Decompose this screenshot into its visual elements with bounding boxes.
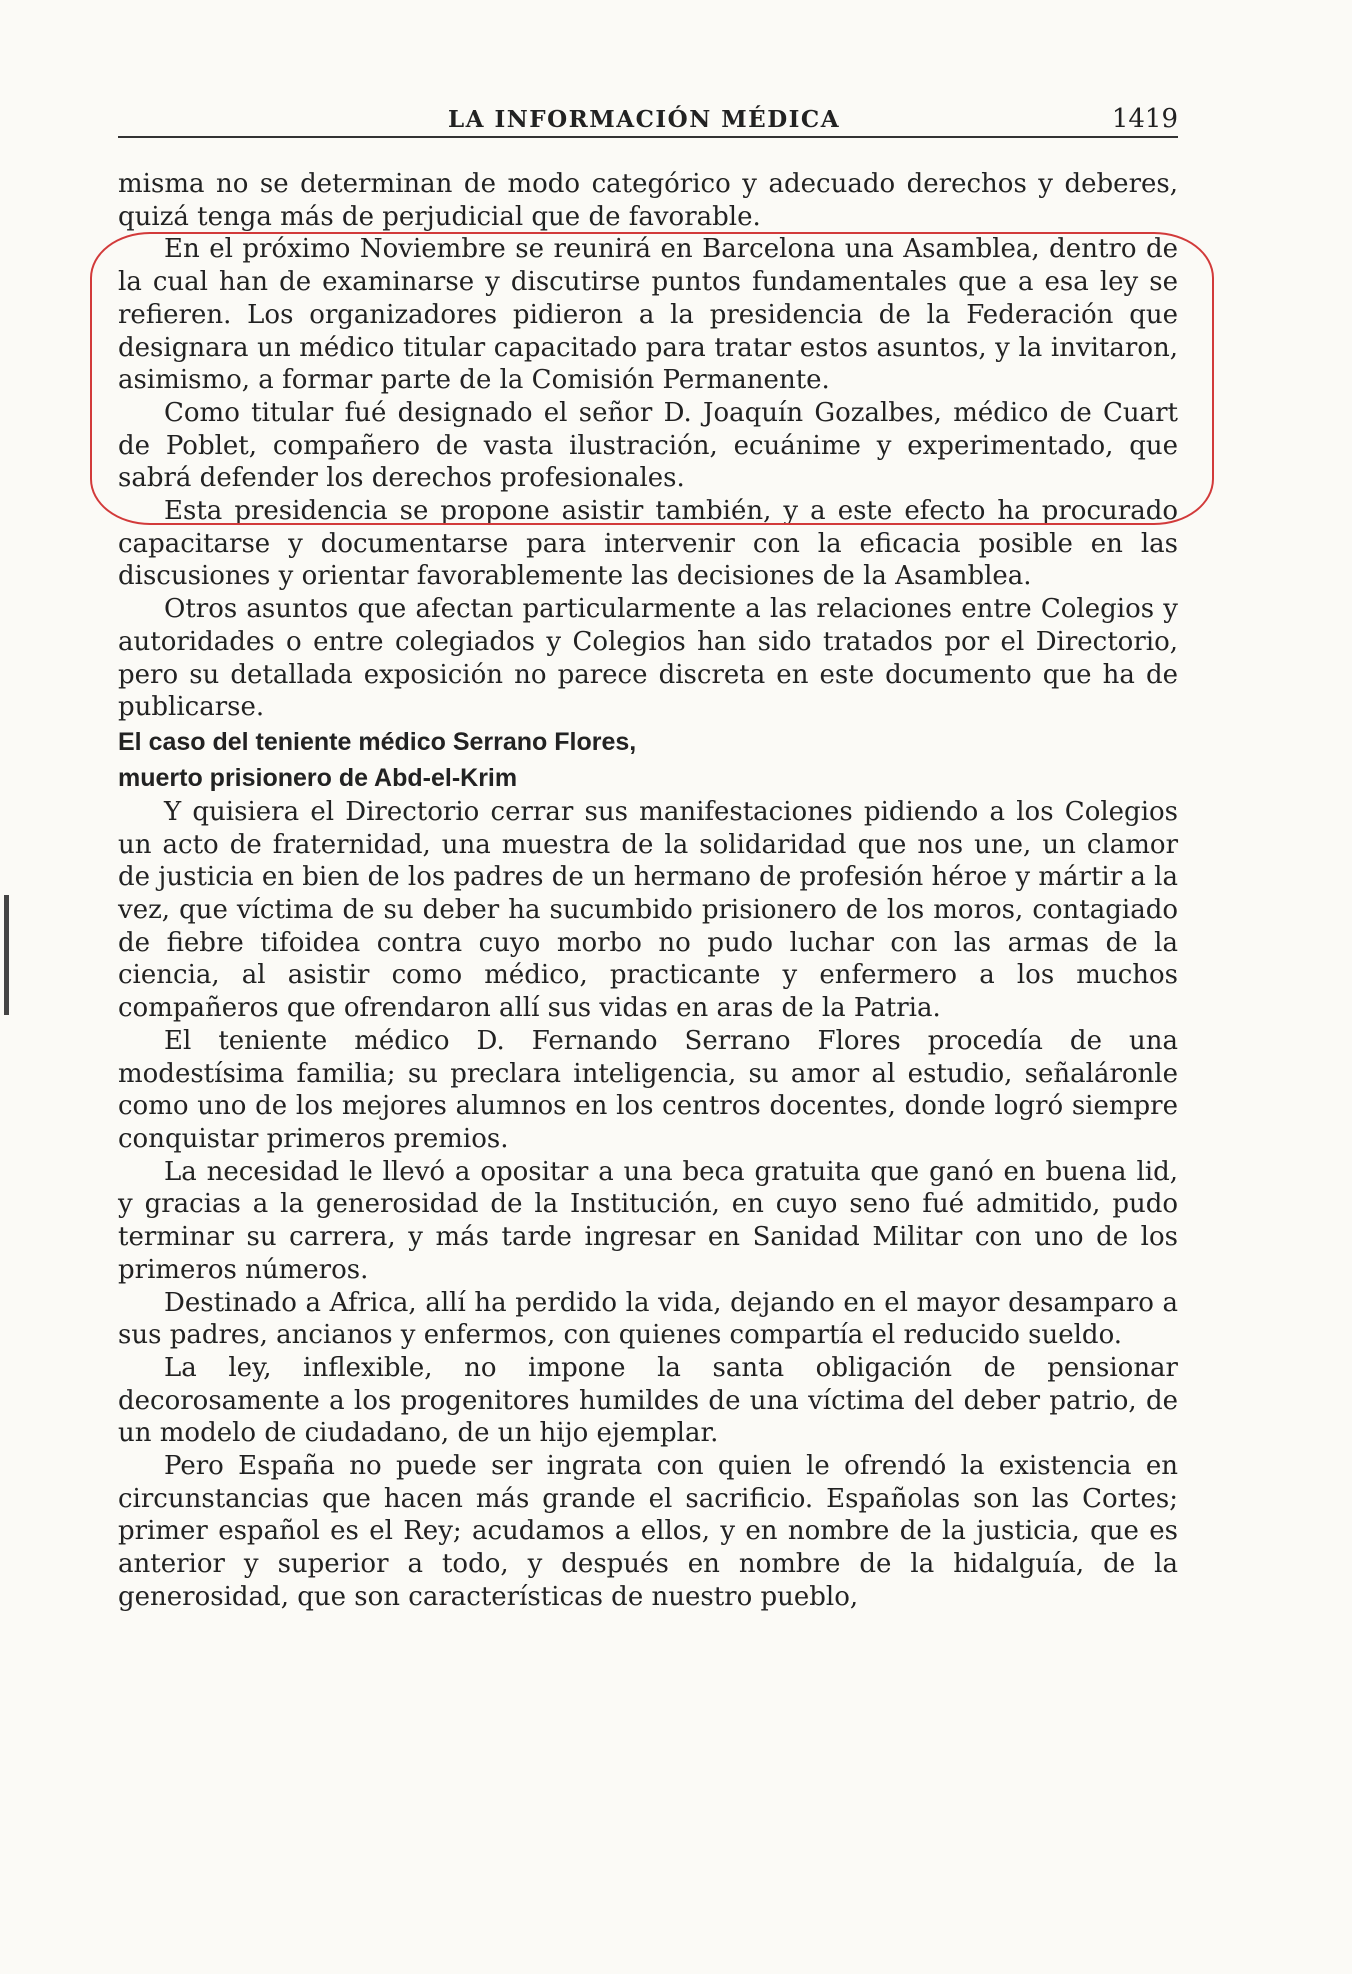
header-rule	[118, 136, 1178, 138]
paragraph-highlighted: En el próximo Noviembre se reunirá en Barcelona una Asamblea, dentro de la cual han de examinarse y discutirse puntos fundamentales que a esa ley se refieren. Los organizadores pidieron a la presidencia de la Federación que designara un médico titular capacitado para tratar estos asuntos, y la invitaron, asimismo, a formar parte de la Comisión Permanente.	[118, 234, 1178, 396]
article-body	[118, 168, 1178, 1614]
paragraph: Otros asuntos que afectan particularmente a las relaciones entre Colegios y autoridades o entre colegiados y Colegios han sido tratados por el Directorio, pero su detallada exposición no parece discreta en este documento que ha de publicarse.	[118, 594, 1178, 723]
section-heading: El caso del teniente médico Serrano Flores, muerto prisionero de Abd-el-Krim	[118, 727, 637, 792]
page-header	[118, 98, 1178, 138]
paragraph: Pero España no puede ser ingrata con quien le ofrendó la existencia en circunstancias que hacen más grande el sacrificio. Españolas son las Cortes; primer español es el Rey; acudamos a ellos, y en nombre de la justicia, que es anterior y superior a todo, y después en nombre de la hidalguía, de la generosidad, que son características de nuestro pueblo,	[118, 1451, 1178, 1612]
paragraph-highlighted: Como titular fué designado el señor D. Joaquín Gozalbes, médico de Cuart de Poblet, compañero de vasta ilustración, ecuánime y experimentado, que sabrá defender los derechos profesionales.	[118, 397, 1178, 494]
paragraph: La necesidad le llevó a opositar a una beca gratuita que ganó en buena lid, y gracias a la generosidad de la Institución, en cuyo seno fué admitido, pudo terminar su carrera, y más tarde ingresar en Sanidad Militar con uno de los primeros números.	[118, 1156, 1178, 1285]
paragraph: El teniente médico D. Fernando Serrano Flores procedía de una modestísima familia; su preclara inteligencia, su amor al estudio, señaláronle como uno de los mejores alumnos en los centros docentes, donde logró siempre conquistar primeros premios.	[118, 1025, 1178, 1154]
paragraph: misma no se determinan de modo categórico y adecuado derechos y deberes, quizá tenga más de perjudicial que de favorable.	[118, 169, 1178, 232]
paragraph: La ley, inflexible, no impone la santa obligación de pensionar decorosamente a los progenitores humildes de una víctima del deber patrio, de un modelo de ciudadano, de un hijo ejemplar.	[118, 1352, 1178, 1449]
page-number: 1419	[1111, 104, 1178, 134]
paragraph: Esta presidencia se propone asistir también, y a este efecto ha procurado capacitarse y documentarse para intervenir con la eficacia posible en las discusiones y orientar favorablemente las decisiones de la Asamblea.	[118, 496, 1178, 592]
journal-title: LA INFORMACIÓN MÉDICA	[448, 106, 841, 133]
paragraph: Destinado a Africa, allí ha perdido la vida, dejando en el mayor desamparo a sus padres, ancianos y enfermos, con quienes compartía el reducido sueldo.	[118, 1287, 1178, 1351]
paragraph: Y quisiera el Directorio cerrar sus manifestaciones pidiendo a los Colegios un acto de fraternidad, una muestra de la solidaridad que nos une, un clamor de justicia en bien de los padres de un hermano de profesión héroe y mártir a la vez, que víctima de su deber ha sucumbido prisionero de los moros, contagiado de fiebre tifoidea contra cuyo morbo no pudo luchar con las armas de la ciencia, al asistir como médico, practicante y enfermero a los muchos compañeros que ofrendaron allí sus vidas en aras de la Patria.	[118, 796, 1178, 1024]
scan-edge-mark	[4, 895, 9, 1015]
